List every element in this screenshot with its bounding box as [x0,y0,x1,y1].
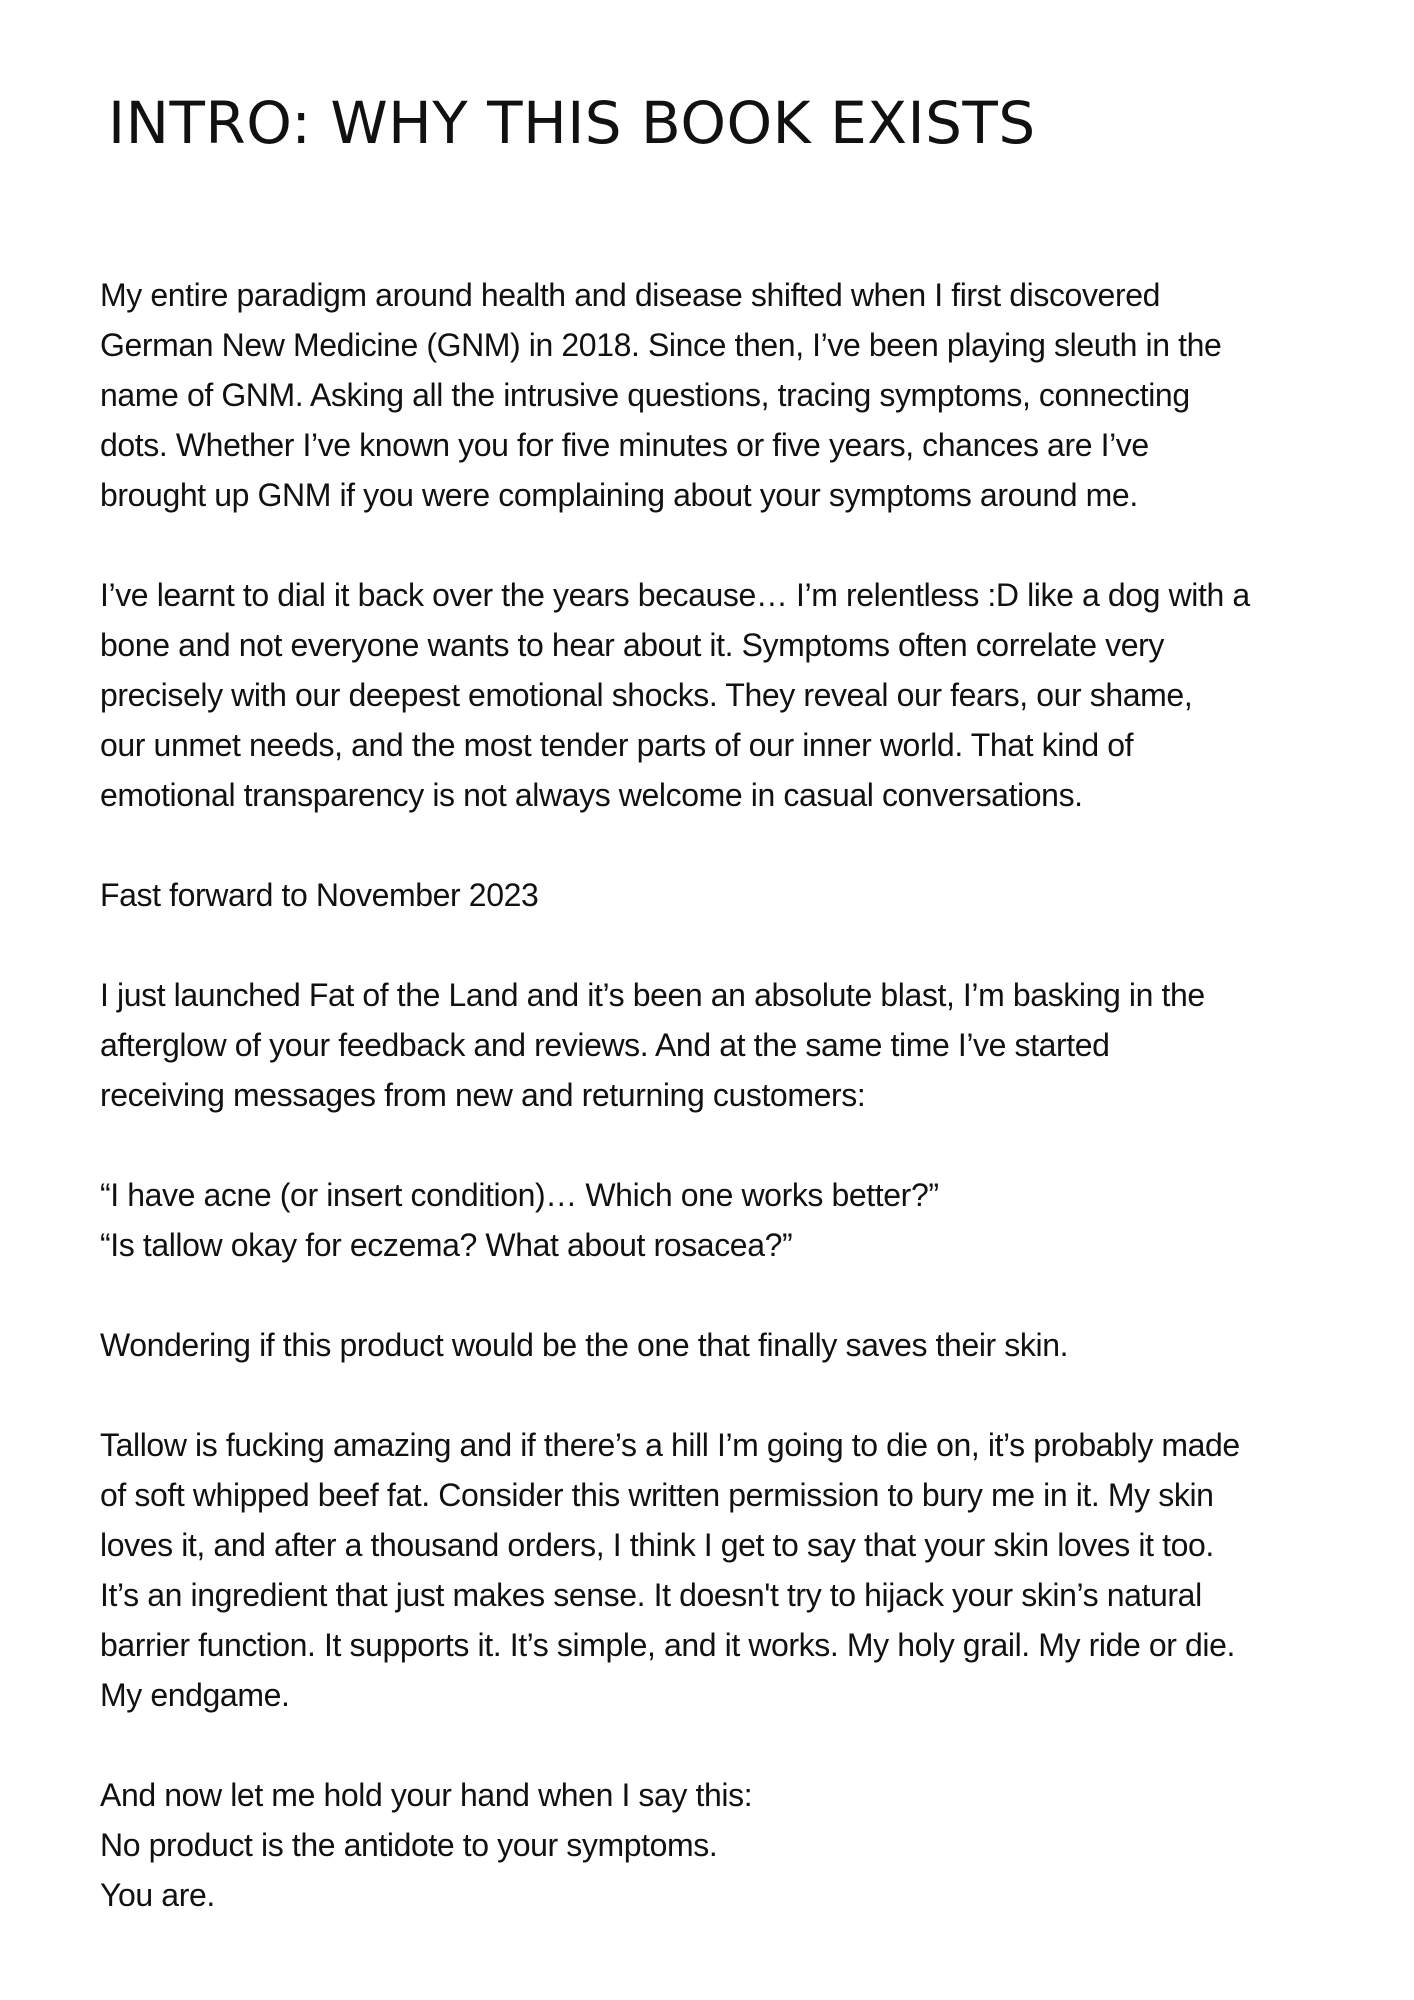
text-line: precisely with our deepest emotional shocks. They reveal our fears, our shame, [100,677,1193,713]
paragraph-fast-forward [100,870,1340,920]
text-line: No product is the antidote to your symptoms. [100,1827,718,1863]
text-line: barrier function. It supports it. It’s simple, and it works. My holy grail. My ride or die. [100,1627,1235,1663]
quote-line: “I have acne (or insert condition)… Which one works better?” [100,1177,939,1213]
text-line: My entire paradigm around health and disease shifted when I first discovered [100,277,1160,313]
text-line: I just launched Fat of the Land and it’s been an absolute blast, I’m basking in the [100,977,1205,1013]
text-line: our unmet needs, and the most tender parts of our inner world. That kind of [100,727,1134,763]
paragraph-customer-quotes [100,1170,1340,1270]
paragraph-dial-it-back [100,570,1340,820]
paragraph-gnm-discovery [100,270,1340,520]
text-line: It’s an ingredient that just makes sense. It doesn't try to hijack your skin’s natural [100,1577,1202,1613]
quote-line: “Is tallow okay for eczema? What about rosacea?” [100,1227,793,1263]
text-line: And now let me hold your hand when I say this: [100,1777,753,1813]
text-line: German New Medicine (GNM) in 2018. Since then, I’ve been playing sleuth in the [100,327,1222,363]
text-line: receiving messages from new and returning customers: [100,1077,866,1113]
text-line: Fast forward to November 2023 [100,877,539,913]
paragraph-closing [100,1770,1340,1920]
text-line: I’ve learnt to dial it back over the years because… I’m relentless :D like a dog with a [100,577,1250,613]
page-title: INTRO: WHY THIS BOOK EXISTS [108,89,1036,157]
text-line: Tallow is fucking amazing and if there’s a hill I’m going to die on, it’s probably made [100,1427,1240,1463]
text-line: Wondering if this product would be the one that finally saves their skin. [100,1327,1069,1363]
text-line: My endgame. [100,1677,290,1713]
text-line: brought up GNM if you were complaining about your symptoms around me. [100,477,1138,513]
text-line: of soft whipped beef fat. Consider this written permission to bury me in it. My skin [100,1477,1214,1513]
body-text [100,270,1340,1970]
text-line: loves it, and after a thousand orders, I think I get to say that your skin loves it too. [100,1527,1214,1563]
text-line: emotional transparency is not always welcome in casual conversations. [100,777,1083,813]
paragraph-wondering [100,1320,1340,1370]
paragraph-launch [100,970,1340,1120]
text-line: dots. Whether I’ve known you for five minutes or five years, chances are I’ve [100,427,1149,463]
paragraph-tallow [100,1420,1340,1720]
text-line: name of GNM. Asking all the intrusive questions, tracing symptoms, connecting [100,377,1190,413]
text-line: bone and not everyone wants to hear about it. Symptoms often correlate very [100,627,1164,663]
text-line: afterglow of your feedback and reviews. And at the same time I’ve started [100,1027,1110,1063]
text-line: You are. [100,1877,215,1913]
